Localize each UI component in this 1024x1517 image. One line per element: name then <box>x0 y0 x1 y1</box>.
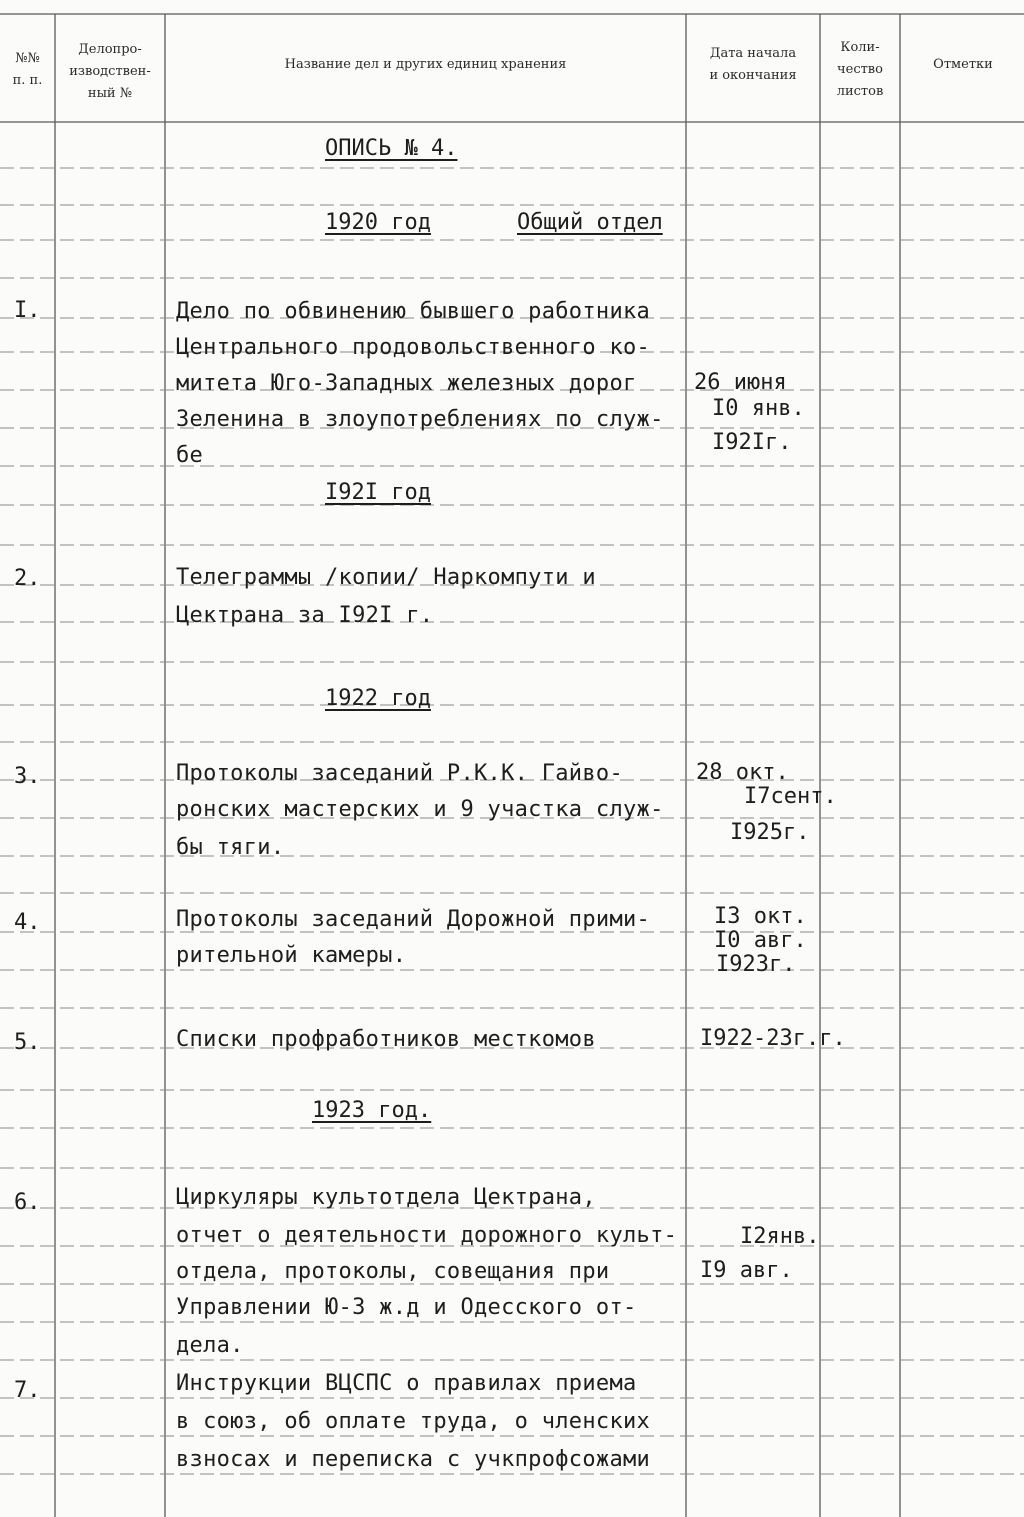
entry-date-end: I0 янв. <box>712 396 805 421</box>
col-header-dates: Дата начала и окончания <box>709 46 797 83</box>
section-department: Общий отдел <box>517 210 663 235</box>
section-year-1922: 1922 год <box>325 686 431 711</box>
entry-date-end: I9 авг. <box>700 1258 793 1283</box>
entry-date-year: I925г. <box>730 820 810 845</box>
entry-date-year: I923г. <box>716 952 796 977</box>
col-header-number: №№ п. п. <box>12 51 43 88</box>
entry-title-line: бы тяги. <box>176 835 285 860</box>
section-year-1921: I92I год <box>325 480 431 505</box>
entry-title-line: бе <box>176 443 204 468</box>
section-year-1920: 1920 год <box>325 210 431 235</box>
entry-number: 6. <box>14 1190 41 1215</box>
section-year-1923: 1923 год. <box>312 1098 432 1123</box>
entry-number: 2. <box>14 566 41 591</box>
entry-date-start: 26 июня <box>694 370 787 395</box>
entry-title-line: ронских мастерских и 9 участка служ- <box>176 797 664 822</box>
entry-title-line: отдела, протоколы, совещания при <box>176 1259 610 1284</box>
entry-title-line: взносах и переписка с учкпрофсожами <box>176 1447 651 1472</box>
col-header-sheet-count: Коли- чество листов <box>836 40 884 99</box>
entry-title-line: Цектрана за I92I г. <box>176 603 434 628</box>
col-header-notes: Отметки <box>933 57 993 72</box>
entry-title-line: Циркуляры культотдела Цектрана, <box>176 1185 596 1210</box>
entry-date-start: I3 окт. <box>714 904 807 929</box>
entry-title-line: Протоколы заседаний Дорожной прими- <box>176 907 651 932</box>
entry-date-start: 28 окт. <box>696 760 789 785</box>
entry-date-year: I92Iг. <box>712 430 792 455</box>
entry-title-line: митета Юго-Западных железных дорог <box>176 371 637 396</box>
entry-title-line: Инструкции ВЦСПС о правилах приема <box>176 1371 637 1396</box>
entry-title-line: в союз, об оплате труда, о членских <box>176 1409 651 1434</box>
entry-title-line: Зеленина в злоупотреблениях по служ- <box>176 407 664 432</box>
entry-number: I. <box>14 298 41 323</box>
entry-date-end: I7сент. <box>744 784 837 809</box>
entry-title-line: Дело по обвинению бывшего работника <box>176 299 651 324</box>
col-header-case-number: Делопро- изводствен- ный № <box>69 42 151 101</box>
entry-title-line: Телеграммы /копии/ Наркомпути и <box>176 565 596 590</box>
entry-title-line: Центрального продовольственного ко- <box>176 335 651 360</box>
entry-number: 5. <box>14 1030 41 1055</box>
entry-date-end: I0 авг. <box>714 928 807 953</box>
entry-number: 4. <box>14 910 41 935</box>
entry-title-line: Списки профработников месткомов <box>176 1027 596 1052</box>
entry-date-range: I922-23г.г. <box>700 1026 846 1051</box>
entry-title-line: Протоколы заседаний Р.К.К. Гайво- <box>176 761 623 786</box>
entry-number: 7. <box>14 1378 41 1403</box>
entry-title-line: Управлении Ю-З ж.д и Одесского от- <box>176 1295 637 1320</box>
entry-title-line: дела. <box>176 1333 244 1358</box>
entry-number: 3. <box>14 764 41 789</box>
entry-title-line: рительной камеры. <box>176 943 407 968</box>
inventory-title: ОПИСЬ № 4. <box>325 136 458 161</box>
entry-date-start: I2янв. <box>740 1224 820 1249</box>
col-header-title: Название дел и других единиц хранения <box>284 57 567 72</box>
entry-title-line: отчет о деятельности дорожного культ- <box>176 1223 678 1248</box>
